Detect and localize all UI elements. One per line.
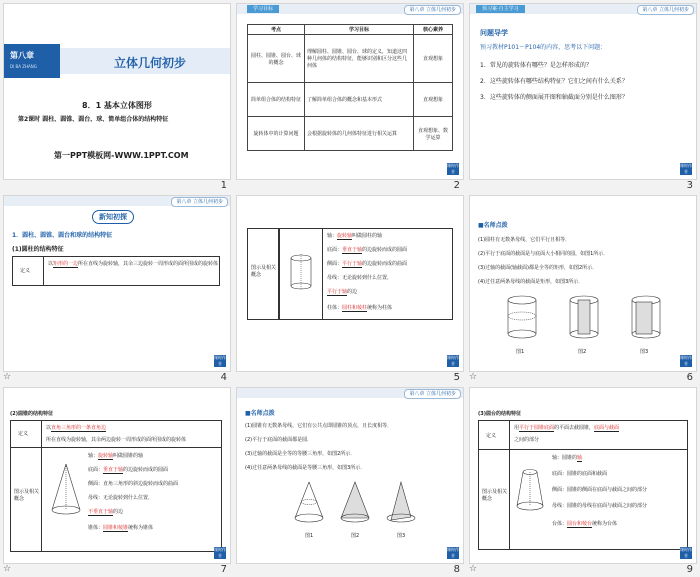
slide-thumb-4[interactable]: 第八章 立体几何初步 新知初探 1．圆柱、圆锥、圆台和球的结构特征 (1)圆柱的结构特征 定义 以矩形的一边所在直线为旋转轴，其余三边旋转一周形成的面所围成的旋转体 课时作业 ☆ 4 <box>0 192 233 384</box>
slide-thumb-6[interactable]: ■名师点拨 (1)圆柱有无数条母线，它们平行且相等． (2)平行于底面的截面是与底面大小相同的圆，如图1所示． (3)过轴的截面(轴截面)都是全等的矩形，如图2所示． (4)过任意两条母线的截面是矩形，如图3所示． 图1 图2 图3 课时作业 ☆ 6 <box>466 192 699 384</box>
slide-3: 预习案·自主学习 第八章 立体几何初步 问题导学 预习教材P101～P104的内容，思考以下问题： 1．常见的旋转体有哪些？是怎样形成的？ 2．这些旋转体有哪些结构特征？它们之间有什么关系？ 3．这些旋转体的侧面展开图和轴截面分别是什么图形？ 课时作业 <box>469 3 697 180</box>
slide-9: (3)圆台的结构特征 定义 用平行于圆锥底面的平面去截圆锥，底面与截面 之间的部分 图示及相关概念 轴：圆锥的轴 底面：圆锥的底面和截面 侧面：圆锥的侧面在底面与截面之间的部分 母线：圆锥的母线在底面与截面之间的部分 台体：圆台和棱台统称为台体 课时作业 <box>469 387 697 564</box>
slide-2: 学习目标 第八章 立体几何初步 考点 学习目标 核心素养 圆柱、圆锥、圆台、球的概念 理解圆柱、圆锥、圆台、球的定义，知道这四种几何体的结构特征，能够识别和区分这些几何体 直观想象 简单组合体的结构特征 了解简单组合体的概念和基本形式 直观想象 旋转体中的计算问题 会根据旋转体的几何体特征进行相关运算 直观想象、数学运算 课时作业 <box>236 3 464 180</box>
slide-1: 第八章 DI BA ZHANG 立体几何初步 8．1 基本立体图形 第2课时 圆柱、圆锥、圆台、球、简单组合体的结构特征 第一PPT模板网-WWW.1PPT.COM <box>3 3 231 180</box>
slide-thumb-9[interactable]: (3)圆台的结构特征 定义 用平行于圆锥底面的平面去截圆锥，底面与截面 之间的部分 图示及相关概念 轴：圆锥的轴 底面：圆锥的底面和截面 侧面：圆锥的侧面在底面与截面之间的部分 母线：圆锥的母线在底面与截面之间的部分 台体：圆台和棱台统称为台体 课时作业 ☆ 9 <box>466 384 699 576</box>
slide-5: 图示及相关概念 轴：旋转轴叫做圆柱的轴 底面：垂直于轴的边旋转而成的圆面 侧面：平行于轴的边旋转而成的曲面 母线：无论旋转到什么位置， 平行于轴的边 柱体：圆柱和棱柱统称为柱体 课时作业 <box>236 195 464 372</box>
slide-thumb-1[interactable]: 第八章 DI BA ZHANG 立体几何初步 8．1 基本立体图形 第2课时 圆柱、圆锥、圆台、球、简单组合体的结构特征 第一PPT模板网-WWW.1PPT.COM 1 <box>0 0 233 192</box>
star-icon[interactable]: ☆ <box>469 372 478 382</box>
objectives-table: 考点 学习目标 核心素养 圆柱、圆锥、圆台、球的概念 理解圆柱、圆锥、圆台、球的定义，知道这四种几何体的结构特征，能够识别和区分这些几何体 直观想象 简单组合体的结构特征 了解简单组合体的概念和基本形式 直观想象 旋转体中的计算问题 会根据旋转体的几何体特征进行相关运算 直观想象、数学运算 <box>247 24 453 151</box>
slide-thumb-5[interactable]: 图示及相关概念 轴：旋转轴叫做圆柱的轴 底面：垂直于轴的边旋转而成的圆面 侧面：平行于轴的边旋转而成的曲面 母线：无论旋转到什么位置， 平行于轴的边 柱体：圆柱和棱柱统称为柱体 课时作业 5 <box>233 192 466 384</box>
star-icon[interactable]: ☆ <box>3 372 12 382</box>
slide-thumb-2[interactable]: 学习目标 第八章 立体几何初步 考点 学习目标 核心素养 圆柱、圆锥、圆台、球的概念 理解圆柱、圆锥、圆台、球的定义，知道这四种几何体的结构特征，能够识别和区分这些几何体 直观想象 简单组合体的结构特征 了解简单组合体的概念和基本形式 直观想象 旋转体中的计算问题 会根据旋转体的几何体特征进行相关运算 直观想象、数学运算 课时作业 2 <box>233 0 466 192</box>
frustum-figure <box>514 464 546 514</box>
cylinder-figures <box>500 294 670 344</box>
star-icon[interactable]: ☆ <box>469 564 478 574</box>
chapter-block: 第八章 DI BA ZHANG <box>4 44 60 78</box>
slide-6: ■名师点拨 (1)圆柱有无数条母线，它们平行且相等． (2)平行于底面的截面是与底面大小相同的圆，如图1所示． (3)过轴的截面(轴截面)都是全等的矩形，如图2所示． (4)过任意两条母线的截面是矩形，如图3所示． 图1 图2 图3 课时作业 <box>469 195 697 372</box>
slide-thumb-7[interactable]: (2)圆锥的结构特征 定义 以直角三角形的一条直角边 所在直线为旋转轴，其余两边旋转一周形成的面所围成的旋转体 图示及相关概念 轴：旋转轴叫做圆锥的轴 底面：垂直于轴的边旋转而成的圆面 侧面：直角三角形的斜边旋转而成的曲面 母线：无论旋转到什么位置， 不垂直于轴的边 锥体：圆锥和棱锥统称为锥体 课时作业 ☆ 7 <box>0 384 233 576</box>
slide-4: 第八章 立体几何初步 新知初探 1．圆柱、圆锥、圆台和球的结构特征 (1)圆柱的结构特征 定义 以矩形的一边所在直线为旋转轴，其余三边旋转一周形成的面所围成的旋转体 课时作业 <box>3 195 231 372</box>
cylinder-figure <box>287 252 315 292</box>
slide-8: 第八章 立体几何初步 ■名师点拨 (1)圆锥有无数条母线，它们有公共点即圆锥的顶点，且长度相等． (2)平行于底面的截面都是圆． (3)过轴的截面是全等的等腰三角形，如图2所示． (4)过任意两条母线的截面是等腰三角形，如图3所示． 图1 图2 图3 课时作业 <box>236 387 464 564</box>
star-icon[interactable]: ☆ <box>3 564 12 574</box>
slide-thumb-8[interactable]: 第八章 立体几何初步 ■名师点拨 (1)圆锥有无数条母线，它们有公共点即圆锥的顶点，且长度相等． (2)平行于底面的截面都是圆． (3)过轴的截面是全等的等腰三角形，如图2所示． (4)过任意两条母线的截面是等腰三角形，如图3所示． 图1 图2 图3 课时作业 8 <box>233 384 466 576</box>
slide-thumb-3[interactable]: 预习案·自主学习 第八章 立体几何初步 问题导学 预习教材P101～P104的内容，思考以下问题： 1．常见的旋转体有哪些？是怎样形成的？ 2．这些旋转体有哪些结构特征？它们之间有什么关系？ 3．这些旋转体的侧面展开图和轴截面分别是什么图形？ 课时作业 3 <box>466 0 699 192</box>
cone-figure <box>48 460 84 520</box>
slide-7: (2)圆锥的结构特征 定义 以直角三角形的一条直角边 所在直线为旋转轴，其余两边旋转一周形成的面所围成的旋转体 图示及相关概念 轴：旋转轴叫做圆锥的轴 底面：垂直于轴的边旋转而成的圆面 侧面：直角三角形的斜边旋转而成的曲面 母线：无论旋转到什么位置， 不垂直于轴的边 锥体：圆锥和棱锥统称为锥体 课时作业 <box>3 387 231 564</box>
cone-figures <box>291 480 421 530</box>
deck-title: 立体几何初步 <box>114 56 187 70</box>
